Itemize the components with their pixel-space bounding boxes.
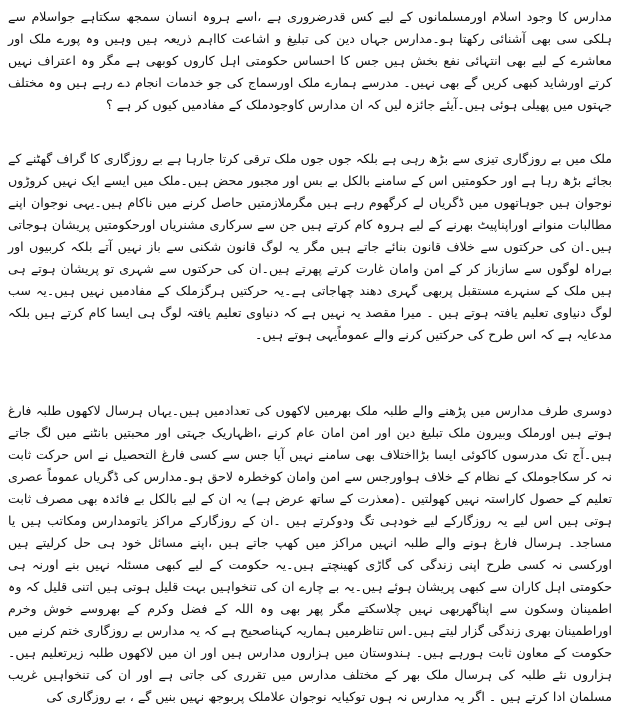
paragraph-madrasa-students: دوسری طرف مدارس میں پڑھنے والے طلبہ ملک بھرمیں لاکھوں کی تعدادمیں ہیں۔یہاں ہرسال لاکھوں طلبہ فارغ ہوتے ہیں اورملک وبیرون ملک تبلیغ دین اور امن امان عام کرنے ،اظہاریک جہتی اور محبتیں بانٹنے میں لگ جاتے ہیں۔آج تک مدرسوں کاکوئی ایسا بڑااختلاف بھی سامنے نہیں آیا جس سے کسی فارغ التحصیل نے اس حرکت ثابت نہ کر سکاجوملک کے نظام کے خلاف ہواورجس سے امن وامان کوخطرہ لاحق ہو۔مدارس کی ڈگریاں عموماً عصری تعلیم کے حصول کاراستہ نہیں کھولتیں ۔(معذرت کے ساتھ عرض ہے) یہ ان کے لیے بالکل بے فائدہ بھی مصرف ثابت ہوتی ہیں اس لیے یہ روزگارکے لیے خودہی تگ ودوکرتے ہیں ۔ان کے روزگارکے مراکز یاتومدارس ومکاتب ہیں یا مساجد۔ ہرسال فارغ ہونے والے طلبہ انہیں مراکز میں کھپ جاتے ہیں ،اپنے مسائل خود ہی حل کرلیتے ہیں اورکسی نہ کسی طرح اپنی زندگی کی گاڑی کھینچتے ہیں۔یہ حکومت کے لیے کبھی مسئلہ نہیں بنے اورنہ ہی حکومتی اہل کاران سے کبھی پریشان ہوئے ہیں۔یہ بے چارے ان کی تنخواہیں بہت قلیل ہوتی ہیں اتنی قلیل کہ وہ اطمینان وسکون سے اپناگھربھی نہیں چلاسکتے مگر پھر بھی وہ اللہ کے فضل وکرم کے بھروسے خوش وخرم اوراطمینان بھری زندگی گزار لیتے ہیں۔اس تناظرمیں ہماریہ کہناصحیح ہے کہ یہ مدارس بے روزگاری ختم کرنے میں حکومت کے معاون ثابت ہورہے ہیں۔ ہندوستان میں ہزاروں مدارس ہیں اور ان میں لاکھوں طلبہ زیرتعلیم ہیں۔ ہزاروں نئے طلبہ کی ہرسال ملک بھر کے مختلف مدارس میں تقرری کی جاتی ہے اور ان کی تنخواہیں غریب مسلمان ادا کرتے ہیں ۔ اگر یہ مدارس نہ ہوں توکیایہ نوجوان علاملک پربوجھ نہیں بنیں گے ، بے روزگاری کی [7,403,612,704]
paragraph-intro: مدارس کا وجود اسلام اورمسلمانوں کے لیے کس قدرضروری ہے ،اسے ہروہ انسان سمجھ سکتاہے جواسلام سے ہلکی سی بھی آشنائی رکھتا ہو۔مدارس جہاں دین کی تبلیغ و اشاعت کااہم ذریعہ ہیں وہیں وہ پورے ملک اور معاشرے کے لیے بھی انتہائی نفع بخش ہیں جس کا احساس حکومتی اہل کاروں کوبھی ہے مگر وہ اعتراف نہیں کرتے اورشاید کبھی کریں گے بھی نہیں۔ مدرسے ہمارے ملک اورسماج کی جو خدمات انجام دے رہے ہیں وہ مختلف جہتوں میں پھیلی ہوئی ہیں۔آیئے جائزہ لیں کہ ان مدارس کاوجودملک کے مفادمیں کیوں کر ہے ؟ [8,9,612,112]
paragraph-unemployment: ملک میں بے روزگاری تیزی سے بڑھ رہی ہے بلکہ جوں جوں ملک ترقی کرتا جارہا ہے بے روزگاری کا گراف گھٹنے کے بجائے بڑھ رہا ہے اور حکومتیں اس کے سامنے بالکل بے بس اور مجبور محض ہیں۔ملک میں ایسے ایک نہیں کروڑوں نوجوان ہیں جوہاتھوں میں ڈگریاں لے کرگھوم رہے ہیں مگرملازمتیں حاصل کرنے میں ناکام ہیں۔یہی نوجوان اپنے مطالبات منوانے اوراپناپیٹ بھرنے کے لیے ہروہ کام کرتے ہیں جن سے سرکاری مشنریاں اورحکومتیں پریشان ہوجاتی ہیں۔ان کی حرکتوں سے خلاف قانون بنائے جاتے ہیں مگر یہ لوگ قانون شکنی سے باز نہیں آتے بلکہ کربیوں اور بےراہ لوگوں سے سازباز کر کے امن وامان غارت کرتے پھرتے ہیں۔ان کی حرکتوں سے شہری تو پریشان ہوتے ہی ہیں ملک کے سنہرے مستقبل پربھی گہری دھند چھاجاتی ہے۔یہ حرکتیں ہرگزملک کے مفادمیں نہیں ہیں۔یہ سب لوگ دنیاوی تعلیم یافتہ ہوتے ہیں ۔ میرا مقصد یہ نہیں ہے کہ دنیاوی تعلیم یافتہ لوگ ہی ایسا کام کرتے ہیں بلکہ مدعایہ ہے کہ اس طرح کی حرکتیں کرنے والے عموماًیہی ہوتے ہیں۔ [8,151,612,342]
